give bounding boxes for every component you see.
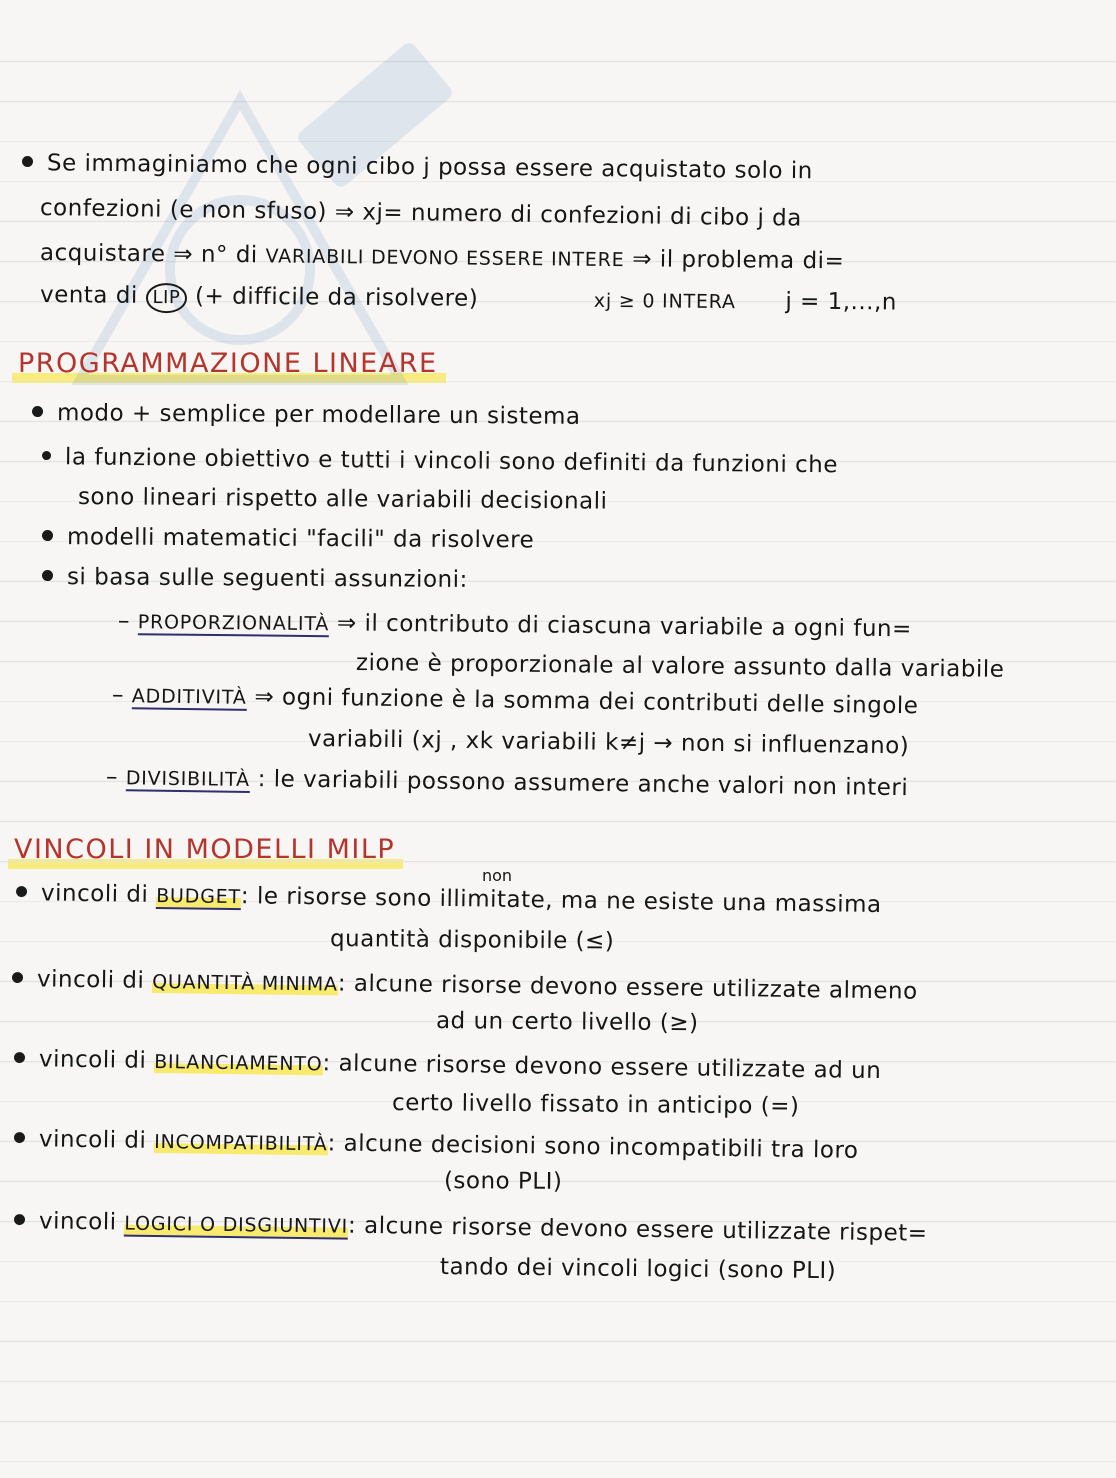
divisibilita-keyword: DIVISIBILITÀ xyxy=(125,767,251,792)
assumption-additivita: – ADDITIVITÀ ⇒ ogni funzione è la somma dei contributi delle singole xyxy=(111,682,919,720)
vincolo-bilanciamento xyxy=(14,1046,882,1084)
heading-text: VINCOLI IN MODELLI MILP xyxy=(14,834,396,865)
pl-bullet-2 xyxy=(42,444,838,478)
variabili-intere-keyword: VARIABILI DEVONO ESSERE INTERE xyxy=(265,245,625,272)
intro-line-3 xyxy=(40,240,845,274)
assumption-proporzionalita: – PROPORZIONALITÀ ⇒ il contributo di ciascuna variabile a ogni fun= xyxy=(117,608,912,643)
heading-text: PROGRAMMAZIONE LINEARE xyxy=(18,348,438,379)
lip-circled-label: LIP xyxy=(145,283,187,313)
vincolo-quantita-minima xyxy=(12,966,918,1005)
intro-text-1: Se immaginiamo che ogni cibo j possa essere acquistato solo in xyxy=(46,150,813,185)
vincolo-budget-cont: quantità disponibile (≤) xyxy=(329,926,615,955)
index-range-note: j = 1,...,n xyxy=(785,288,898,316)
vincolo-incompatibilita-text: : alcune decisioni sono incompatibili tra loro xyxy=(327,1130,859,1164)
intro-text-3c: ⇒ il problema di= xyxy=(632,246,845,275)
proporzionalita-text: ⇒ il contributo di ciascuna variabile a ogni fun= xyxy=(336,610,912,643)
divisibilita-text: : le variabili possono assumere anche valori non interi xyxy=(257,766,909,802)
intro-line-2: confezioni (e non sfuso) ⇒ xj= numero di confezioni di cibo j da xyxy=(39,195,803,232)
vincolo-budget-text: : le risorse sono illimitate, ma ne esiste una massima xyxy=(240,883,882,919)
vincolo-incompatibilita-cont: (sono PLI) xyxy=(443,1168,563,1195)
proporzionalita-keyword: PROPORZIONALITÀ xyxy=(137,611,330,636)
bullet-icon xyxy=(14,1132,25,1143)
assumption-divisibilita: – DIVISIBILITÀ : le variabili possono assumere anche valori non interi xyxy=(105,764,909,802)
bullet-icon xyxy=(12,972,23,983)
vincolo-incompatibilita-prefix: vincoli di xyxy=(38,1126,147,1154)
pl-bullet-2-text: la funzione obiettivo e tutti i vincoli sono definiti da funzioni che xyxy=(64,444,839,479)
vincolo-incompatibilita xyxy=(14,1126,859,1164)
bullet-icon xyxy=(42,530,53,541)
assumption-proporzionalita-cont: zione è proporzionale al valore assunto dalla variabile xyxy=(355,650,1005,683)
non-insert-note: non xyxy=(482,866,513,885)
vincolo-budget-prefix: vincoli di xyxy=(40,880,149,908)
bullet-icon xyxy=(32,406,43,417)
vincolo-bilanciamento-prefix: vincoli di xyxy=(38,1046,147,1074)
vincolo-budget xyxy=(16,880,882,919)
integer-constraint-note: xj ≥ 0 INTERA xyxy=(593,289,736,314)
intro-line-1 xyxy=(22,150,813,184)
quantita-minima-keyword: QUANTITÀ MINIMA xyxy=(152,970,338,996)
pl-bullet-4-text: si basa sulle seguenti assunzioni: xyxy=(66,564,468,593)
assumption-additivita-cont: variabili (xj , xk variabili k≠j → non si influenzano) xyxy=(307,726,910,760)
vincolo-logici-prefix: vincoli xyxy=(38,1208,117,1236)
vincolo-bilanciamento-text: : alcune risorse devono essere utilizzate ad un xyxy=(322,1050,882,1085)
intro-text-4b: (+ difficile da risolvere) xyxy=(194,283,479,312)
vincolo-quantita-cont: ad un certo livello (≥) xyxy=(435,1008,699,1037)
bullet-icon xyxy=(42,451,51,460)
vincolo-logici xyxy=(14,1208,928,1248)
pl-bullet-4 xyxy=(42,564,468,593)
intro-line-4 xyxy=(40,282,897,319)
heading-vincoli-milp xyxy=(14,834,395,865)
budget-keyword: BUDGET xyxy=(156,884,242,909)
logici-disgiuntivi-keyword: LOGICI O DISGIUNTIVI xyxy=(124,1212,349,1238)
vincolo-logici-text: : alcune risorse devono essere utilizzate rispet= xyxy=(347,1212,928,1247)
incompatibilita-keyword: INCOMPATIBILITÀ xyxy=(154,1130,328,1156)
pl-bullet-2-cont: sono lineari rispetto alle variabili decisionali xyxy=(77,484,608,515)
heading-programmazione-lineare xyxy=(18,348,438,379)
intro-text-3a: acquistare ⇒ n° di xyxy=(39,240,258,269)
pl-bullet-3-text: modelli matematici "facili" da risolvere xyxy=(66,524,535,554)
additivita-text: ⇒ ogni funzione è la somma dei contributi delle singole xyxy=(254,683,919,720)
vincolo-logici-cont: tando dei vincoli logici (sono PLI) xyxy=(439,1254,837,1285)
vincolo-quantita-prefix: vincoli di xyxy=(36,966,145,994)
bullet-icon xyxy=(14,1214,25,1225)
additivita-keyword: ADDITIVITÀ xyxy=(131,685,247,709)
bilanciamento-keyword: BILANCIAMENTO xyxy=(154,1050,323,1076)
pl-bullet-1 xyxy=(32,400,581,430)
pl-bullet-1-text: modo + semplice per modellare un sistema xyxy=(56,400,581,430)
vincolo-quantita-text: : alcune risorse devono essere utilizzate almeno xyxy=(337,970,918,1005)
bullet-icon xyxy=(16,886,27,897)
vincolo-bilanciamento-cont: certo livello fissato in anticipo (=) xyxy=(391,1090,800,1120)
pl-bullet-3 xyxy=(42,524,534,553)
bullet-icon xyxy=(14,1052,25,1063)
intro-text-4a: venta di xyxy=(39,282,138,309)
bullet-icon xyxy=(22,156,33,167)
bullet-icon xyxy=(42,570,53,581)
